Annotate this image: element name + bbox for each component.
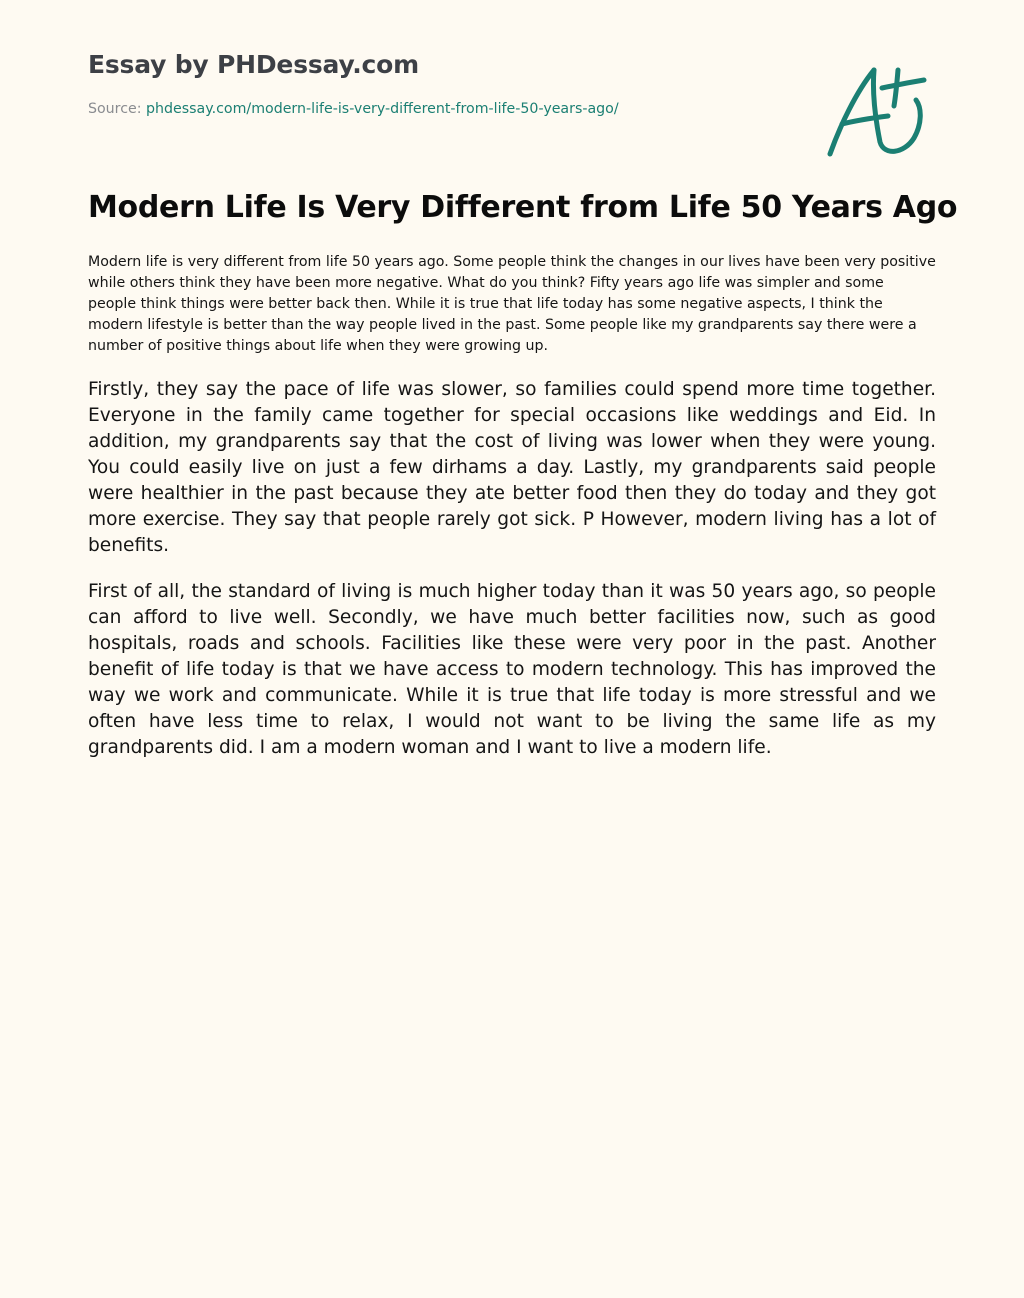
logo-a-left-stroke	[830, 70, 874, 154]
a-plus-grade-icon	[826, 64, 930, 160]
source-label: Source:	[88, 101, 147, 117]
logo-plus-vertical	[894, 70, 898, 106]
essay-paragraph-1: Firstly, they say the pace of life was slower, so families could spend more time together. Everyone in the family came together for special occasions like weddings and Eid. In addition, my grandparents say that the cost of living was lower when they were young. You could easily live on just a few dirhams a day. Lastly, my grandparents said people were healthier in the past because they ate better food then they do today and they got more exercise. They say that people rarely got sick. P However, modern living has a lot of benefits.	[88, 379, 936, 556]
site-brand: Essay by PHDessay.com	[88, 50, 419, 79]
essay-title: Modern Life Is Very Different from Life 50 Years Ago	[88, 190, 958, 225]
source-line	[88, 101, 619, 117]
source-link[interactable]: phdessay.com/modern-life-is-very-different-from-life-50-years-ago/	[146, 101, 619, 117]
logo-a-crossbar	[842, 116, 888, 124]
logo-plus-horizontal	[882, 80, 924, 88]
essay-paragraph-2: First of all, the standard of living is much higher today than it was 50 years ago, so people can afford to live well. Secondly, we have much better facilities now, such as good hospitals, roads and schools. Facilities like these were very poor in the past. Another benefit of life today is that we have access to modern technology. This has improved the way we work and communicate. While it is true that life today is more stressful and we often have less time to relax, I would not want to be living the same life as my grandparents did. I am a modern woman and I want to live a modern life.	[88, 581, 936, 758]
essay-intro: Modern life is very different from life 50 years ago. Some people think the changes in our lives have been very positive while others think they have been more negative. What do you think? Fifty years ago life was simpler and some people think things were better back then. While it is true that life today has some negative aspects, I think the modern lifestyle is better than the way people lived in the past. Some people like my grandparents say there were a number of positive things about life when they were growing up.	[88, 254, 936, 354]
